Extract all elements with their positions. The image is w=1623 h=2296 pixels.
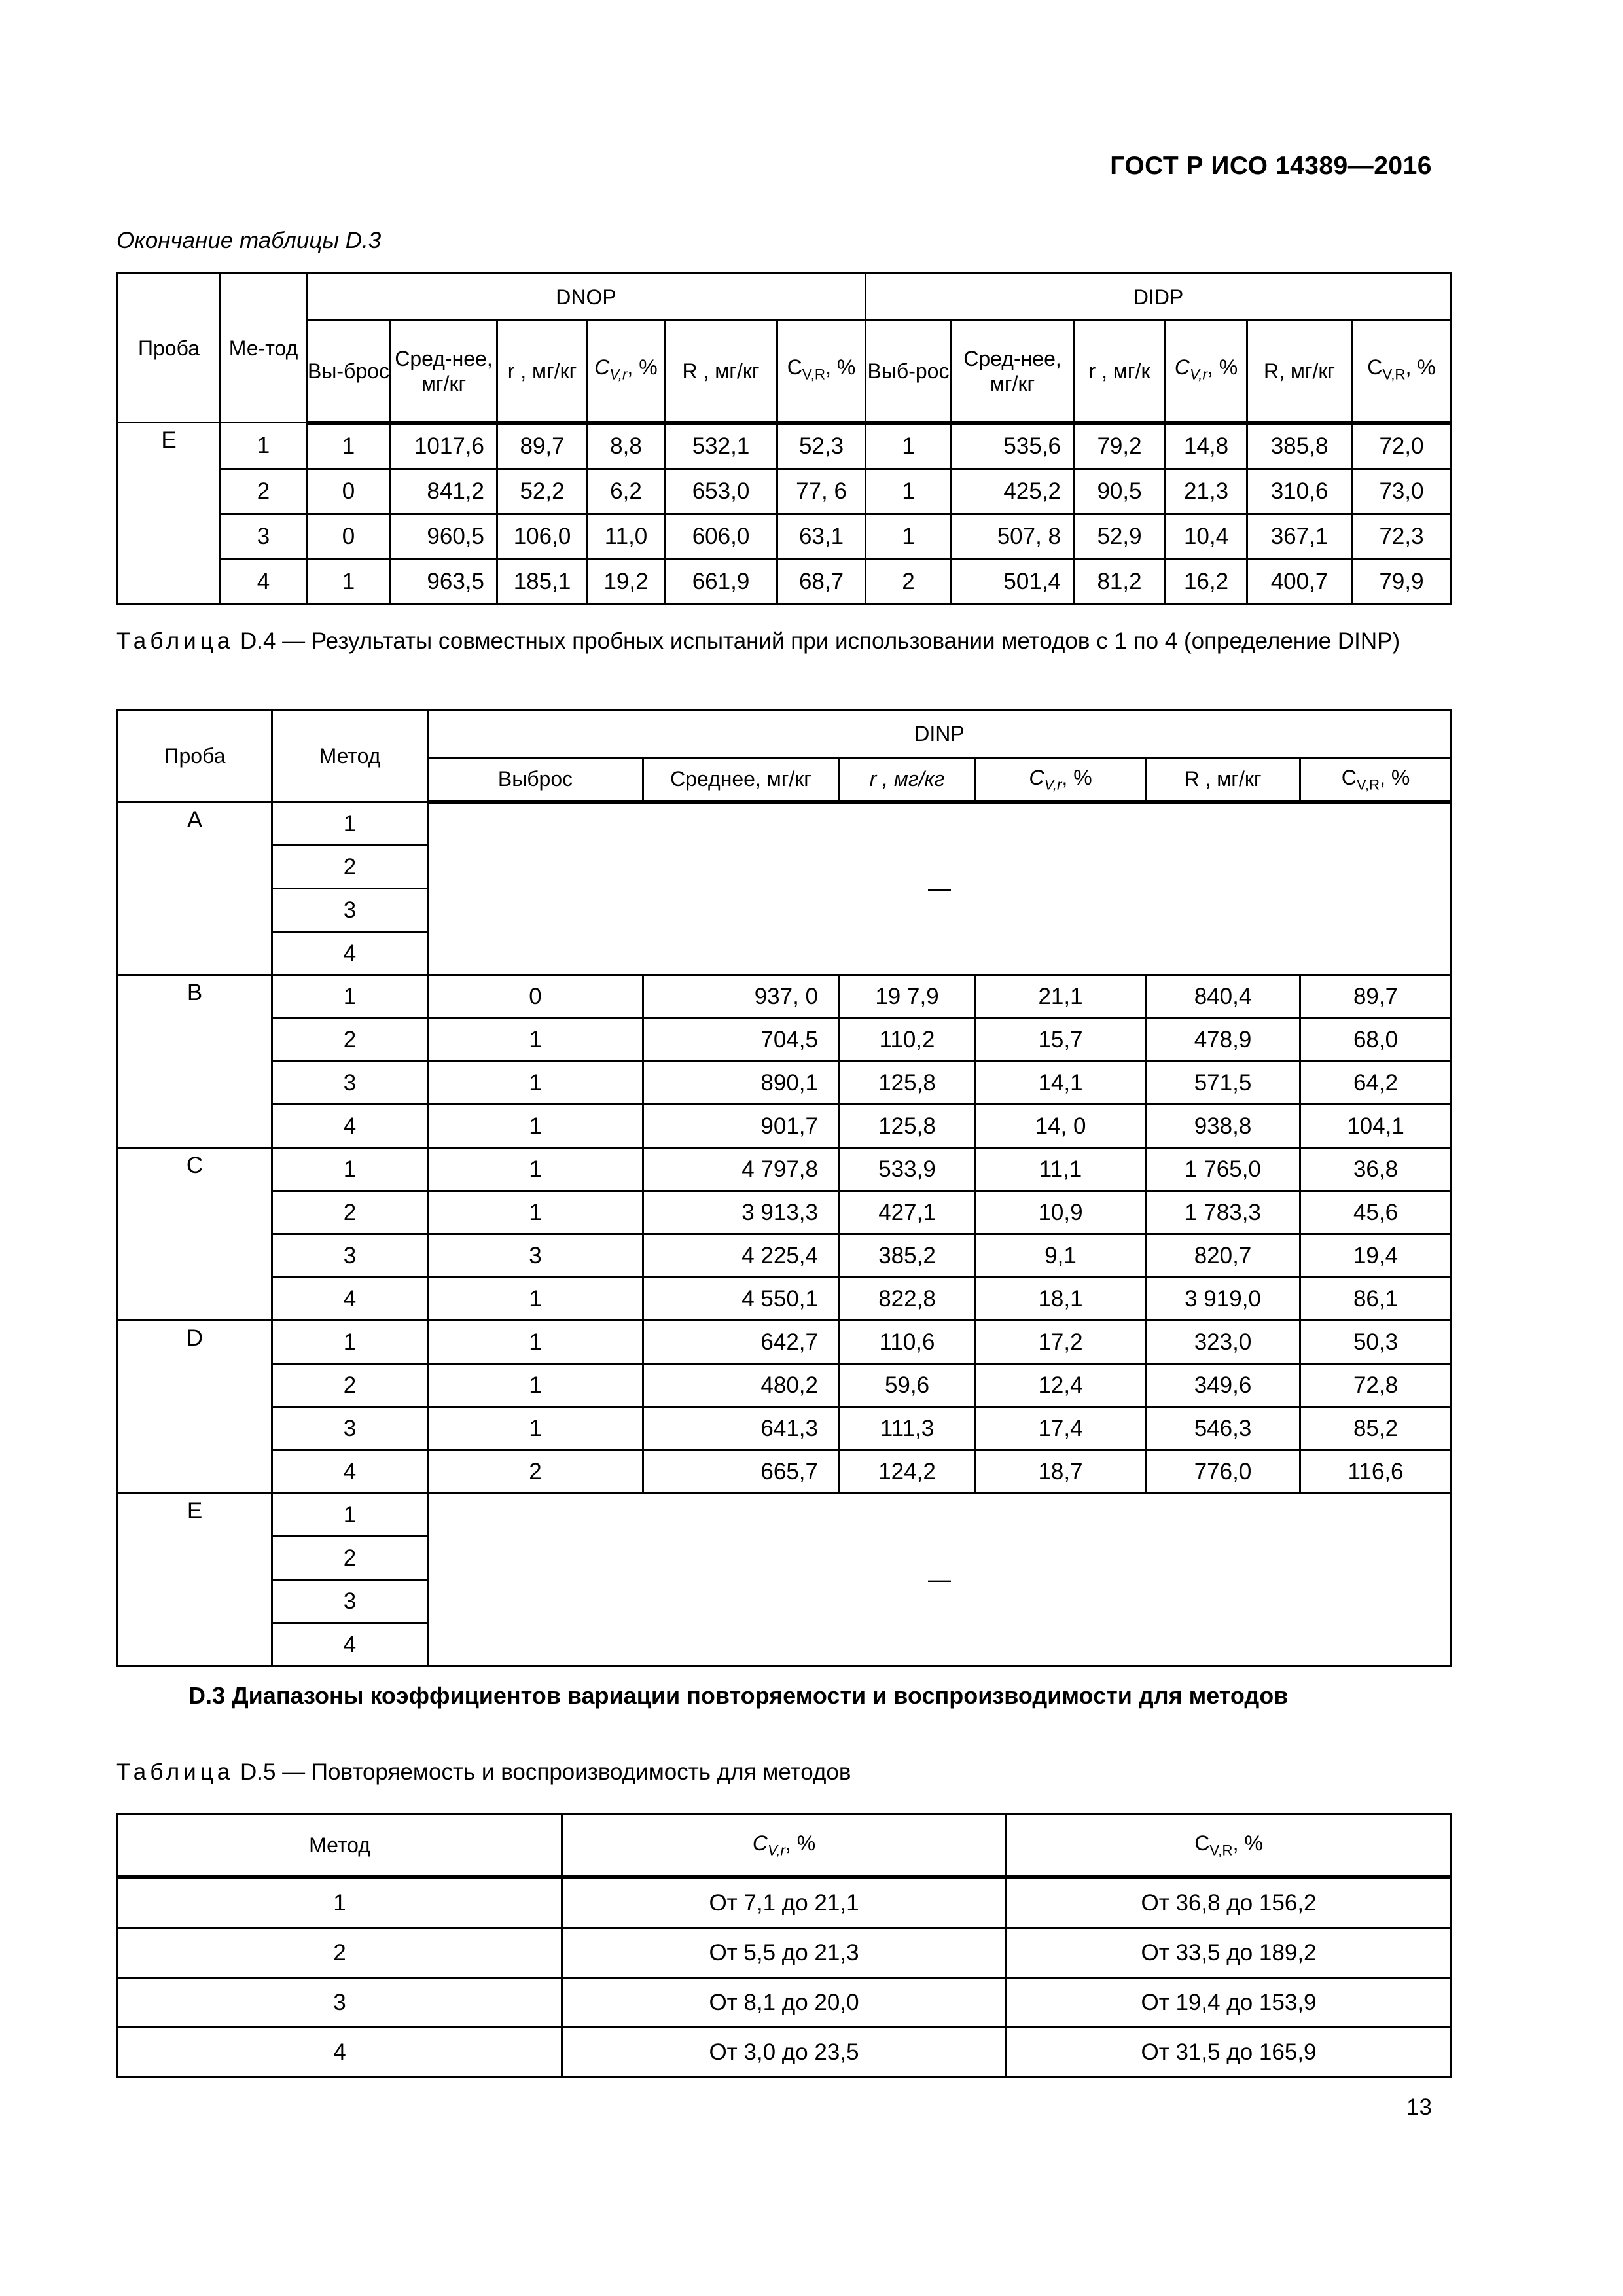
table-cell: 104,1 — [1300, 1105, 1452, 1148]
table-row — [118, 1148, 1452, 1191]
table-d4-caption — [116, 627, 1433, 656]
d4-col-cvR: $C_{V,R}$, % — [1300, 758, 1452, 802]
table-cell: 110,2 — [839, 1018, 976, 1062]
table-cell: 425,2 — [952, 469, 1074, 514]
table-cell: 1 783,3 — [1146, 1191, 1300, 1234]
table-cell: 19,2 — [588, 559, 665, 604]
d4-col-outlier: Выброс — [428, 758, 643, 802]
table-cell: 15,7 — [976, 1018, 1146, 1062]
table-cell: 507, 8 — [952, 514, 1074, 559]
table-cell: 16,2 — [1166, 559, 1247, 604]
table-cell: 0 — [307, 469, 391, 514]
table-cell: 840,4 — [1146, 975, 1300, 1018]
d5-col-cvR: $C_{V,R}$, % — [1007, 1814, 1452, 1878]
table-cell: 501,4 — [952, 559, 1074, 604]
table-cell: 1 — [307, 423, 391, 469]
table-cell: 1 — [428, 1191, 643, 1234]
table-row — [118, 1105, 1452, 1148]
table-cell: 110,6 — [839, 1321, 976, 1364]
table-cell: 185,1 — [497, 559, 588, 604]
table-cell: 52,2 — [497, 469, 588, 514]
table-cell: 73,0 — [1352, 469, 1452, 514]
table-cell: 661,9 — [665, 559, 777, 604]
table-cell: 480,2 — [643, 1364, 839, 1407]
table-cell: 116,6 — [1300, 1450, 1452, 1494]
table-cell: 106,0 — [497, 514, 588, 559]
sample-cell: B — [118, 975, 272, 1148]
d4-col-metod: Метод — [272, 711, 428, 802]
table-cell: 19 7,9 — [839, 975, 976, 1018]
table-cell: 1 765,0 — [1146, 1148, 1300, 1191]
table-cell: 937, 0 — [643, 975, 839, 1018]
table-cell: От 8,1 до 20,0 — [562, 1978, 1007, 2028]
table-cell: 2 — [272, 1191, 428, 1234]
table-cell: 1 — [272, 802, 428, 846]
table-cell: 1 — [428, 1018, 643, 1062]
table-cell: 532,1 — [665, 423, 777, 469]
table-cell: 72,8 — [1300, 1364, 1452, 1407]
table-cell: 323,0 — [1146, 1321, 1300, 1364]
table-cell: 52,9 — [1074, 514, 1166, 559]
table-cell: 2 — [428, 1450, 643, 1494]
d4-col-cvr: $C_{V,r}$, % — [976, 758, 1146, 802]
table-row — [118, 1407, 1452, 1450]
table-cell: 3 — [272, 1234, 428, 1278]
table-cell: 2 — [272, 1537, 428, 1580]
table-cell: 8,8 — [588, 423, 665, 469]
table-cell: 385,8 — [1247, 423, 1352, 469]
table-cell: 79,2 — [1074, 423, 1166, 469]
table-row — [118, 1494, 1452, 1537]
table-cell: 4 — [272, 1450, 428, 1494]
table-cell: 1 — [428, 1364, 643, 1407]
table-cell: 89,7 — [497, 423, 588, 469]
table-cell: 3 919,0 — [1146, 1278, 1300, 1321]
table-cell: 77, 6 — [777, 469, 866, 514]
table-d5-caption — [116, 1758, 1433, 1787]
table-cell: 86,1 — [1300, 1278, 1452, 1321]
table-cell: 50,3 — [1300, 1321, 1452, 1364]
table-cell: 21,1 — [976, 975, 1146, 1018]
d4-col-mean: Среднее, мг/кг — [643, 758, 839, 802]
table-cell: 963,5 — [391, 559, 497, 604]
table-cell: 125,8 — [839, 1105, 976, 1148]
table-row — [118, 514, 1452, 559]
table-row — [118, 1018, 1452, 1062]
d5-col-metod: Метод — [118, 1814, 562, 1878]
table-cell: 2 — [221, 469, 307, 514]
table-cell: 4 225,4 — [643, 1234, 839, 1278]
table-cell: От 3,0 до 23,5 — [562, 2028, 1007, 2077]
table-row — [118, 469, 1452, 514]
table-cell: От 33,5 до 189,2 — [1007, 1928, 1452, 1978]
table-row — [118, 1877, 1452, 1928]
table-cell: 111,3 — [839, 1407, 976, 1450]
group-dnop: DNOP — [307, 274, 866, 321]
table-cell: 2 — [272, 1364, 428, 1407]
table-cell: 1 — [118, 1877, 562, 1928]
table-cell: 11,0 — [588, 514, 665, 559]
d4-col-proba: Проба — [118, 711, 272, 802]
table-row — [118, 1062, 1452, 1105]
table-cell: 0 — [307, 514, 391, 559]
table-cell: 1 — [272, 1148, 428, 1191]
table-cell: 3 — [428, 1234, 643, 1278]
table-cell: 3 913,3 — [643, 1191, 839, 1234]
table-cell: 1 — [866, 514, 952, 559]
table-row — [118, 975, 1452, 1018]
table-cell: 89,7 — [1300, 975, 1452, 1018]
table-cell: 665,7 — [643, 1450, 839, 1494]
table-cell: 3 — [272, 1062, 428, 1105]
table-cell: 4 797,8 — [643, 1148, 839, 1191]
table-cell: 4 — [272, 1278, 428, 1321]
table-row — [118, 2028, 1452, 2077]
table-cell: 3 — [221, 514, 307, 559]
table-cell: 533,9 — [839, 1148, 976, 1191]
table-row — [118, 559, 1452, 604]
table-cell: 1 — [428, 1148, 643, 1191]
table-d5-caption-label: Таблица — [116, 1759, 234, 1785]
table-cell: 1 — [866, 469, 952, 514]
table-row — [118, 802, 1452, 846]
didp-col-mean: Сред-нее, мг/кг — [952, 321, 1074, 423]
didp-col-cvr: $C_{V,r}$, % — [1166, 321, 1247, 423]
table-cell: 72,3 — [1352, 514, 1452, 559]
table-cell: 1 — [428, 1407, 643, 1450]
table-cell: 776,0 — [1146, 1450, 1300, 1494]
empty-data-dash: — — [428, 802, 1452, 975]
table-row — [118, 1928, 1452, 1978]
table-cell: 310,6 — [1247, 469, 1352, 514]
empty-data-dash: — — [428, 1494, 1452, 1666]
col-metod: Ме-тод — [221, 274, 307, 423]
table-d5 — [116, 1813, 1452, 2078]
table-cell: 125,8 — [839, 1062, 976, 1105]
table-cell: От 19,4 до 153,9 — [1007, 1978, 1452, 2028]
table-cell: 535,6 — [952, 423, 1074, 469]
table-cell: 12,4 — [976, 1364, 1146, 1407]
table-cell: От 31,5 до 165,9 — [1007, 2028, 1452, 2077]
table-row — [118, 423, 1452, 469]
table-cell: От 7,1 до 21,1 — [562, 1877, 1007, 1928]
didp-col-outlier: Выб-рос — [866, 321, 952, 423]
table-cell: 1 — [307, 559, 391, 604]
table-d3-caption: Окончание таблицы D.3 — [116, 228, 382, 253]
table-cell: 2 — [272, 1018, 428, 1062]
dnop-col-outlier: Вы-брос — [307, 321, 391, 423]
table-d3 — [116, 272, 1452, 605]
table-row — [118, 1278, 1452, 1321]
table-cell: 14, 0 — [976, 1105, 1146, 1148]
table-row — [118, 1321, 1452, 1364]
table-cell: 822,8 — [839, 1278, 976, 1321]
table-cell: 385,2 — [839, 1234, 976, 1278]
table-cell: 11,1 — [976, 1148, 1146, 1191]
table-cell: 641,3 — [643, 1407, 839, 1450]
table-d4-caption-label: Таблица — [116, 628, 234, 654]
sample-cell: D — [118, 1321, 272, 1494]
table-cell: 427,1 — [839, 1191, 976, 1234]
table-cell: 0 — [428, 975, 643, 1018]
table-d5-caption-text: D.5 — Повторяемость и воспроизводимость для методов — [234, 1759, 851, 1785]
table-cell: 10,4 — [1166, 514, 1247, 559]
table-cell: 4 — [272, 932, 428, 975]
sample-cell: E — [118, 423, 221, 605]
table-cell: 571,5 — [1146, 1062, 1300, 1105]
table-cell: 4 — [118, 2028, 562, 2077]
table-cell: 10,9 — [976, 1191, 1146, 1234]
table-row — [118, 1191, 1452, 1234]
table-cell: 1 — [221, 423, 307, 469]
table-cell: 19,4 — [1300, 1234, 1452, 1278]
table-cell: 64,2 — [1300, 1062, 1452, 1105]
table-cell: 63,1 — [777, 514, 866, 559]
table-cell: 400,7 — [1247, 559, 1352, 604]
table-cell: 4 — [221, 559, 307, 604]
dnop-col-R: R , мг/кг — [665, 321, 777, 423]
table-cell: 704,5 — [643, 1018, 839, 1062]
table-cell: 21,3 — [1166, 469, 1247, 514]
table-cell: 18,1 — [976, 1278, 1146, 1321]
table-cell: 85,2 — [1300, 1407, 1452, 1450]
table-cell: 2 — [866, 559, 952, 604]
table-cell: 14,1 — [976, 1062, 1146, 1105]
table-cell: 72,0 — [1352, 423, 1452, 469]
table-cell: 52,3 — [777, 423, 866, 469]
didp-col-r: r , мг/к — [1074, 321, 1166, 423]
col-proba: Проба — [118, 274, 221, 423]
d5-col-cvr: $C_{V,r}$, % — [562, 1814, 1007, 1878]
table-row — [118, 1234, 1452, 1278]
table-cell: От 36,8 до 156,2 — [1007, 1877, 1452, 1928]
table-cell: 6,2 — [588, 469, 665, 514]
table-cell: 90,5 — [1074, 469, 1166, 514]
table-d4-caption-text: D.4 — Результаты совместных пробных испытаний при использовании методов с 1 по 4 (определение DINP) — [234, 628, 1400, 654]
table-cell: 36,8 — [1300, 1148, 1452, 1191]
table-row — [118, 1978, 1452, 2028]
group-didp: DIDP — [866, 274, 1452, 321]
section-title: D.3 Диапазоны коэффициентов вариации повторяемости и воспроизводимости для методов — [188, 1682, 1289, 1709]
table-cell: 349,6 — [1146, 1364, 1300, 1407]
table-row — [118, 1450, 1452, 1494]
table-cell: 1 — [428, 1105, 643, 1148]
table-cell: 1 — [272, 975, 428, 1018]
table-cell: 3 — [272, 1407, 428, 1450]
table-cell: 546,3 — [1146, 1407, 1300, 1450]
table-cell: 642,7 — [643, 1321, 839, 1364]
table-cell: 3 — [118, 1978, 562, 2028]
table-cell: 841,2 — [391, 469, 497, 514]
table-cell: 1 — [272, 1321, 428, 1364]
table-cell: 124,2 — [839, 1450, 976, 1494]
table-cell: 960,5 — [391, 514, 497, 559]
table-cell: 4 — [272, 1105, 428, 1148]
table-cell: 820,7 — [1146, 1234, 1300, 1278]
table-cell: 1 — [428, 1321, 643, 1364]
didp-col-cvR: $C_{V,R}$, % — [1352, 321, 1452, 423]
table-cell: 653,0 — [665, 469, 777, 514]
table-cell: 14,8 — [1166, 423, 1247, 469]
dnop-col-r: r , мг/кг — [497, 321, 588, 423]
dnop-col-cvr: $C_{V,r}$, % — [588, 321, 665, 423]
sample-cell: E — [118, 1494, 272, 1666]
table-cell: 4 — [272, 1623, 428, 1666]
d4-col-r: r , мг/кг — [839, 758, 976, 802]
table-cell: 1 — [428, 1062, 643, 1105]
table-d4 — [116, 709, 1452, 1667]
table-cell: 18,7 — [976, 1450, 1146, 1494]
table-cell: 4 550,1 — [643, 1278, 839, 1321]
table-cell: 59,6 — [839, 1364, 976, 1407]
d4-col-R: R , мг/кг — [1146, 758, 1300, 802]
table-cell: 68,7 — [777, 559, 866, 604]
table-cell: 9,1 — [976, 1234, 1146, 1278]
table-cell: 79,9 — [1352, 559, 1452, 604]
d4-group-dinp: DINP — [428, 711, 1452, 758]
dnop-col-cvR: $C_{V,R}$, % — [777, 321, 866, 423]
page-number: 13 — [1406, 2094, 1432, 2120]
table-cell: 81,2 — [1074, 559, 1166, 604]
table-row — [118, 1364, 1452, 1407]
table-cell: 3 — [272, 1580, 428, 1623]
dnop-col-mean: Сред-нее, мг/кг — [391, 321, 497, 423]
table-cell: 606,0 — [665, 514, 777, 559]
table-cell: 890,1 — [643, 1062, 839, 1105]
table-cell: От 5,5 до 21,3 — [562, 1928, 1007, 1978]
table-cell: 478,9 — [1146, 1018, 1300, 1062]
table-cell: 367,1 — [1247, 514, 1352, 559]
table-cell: 1 — [272, 1494, 428, 1537]
table-cell: 1017,6 — [391, 423, 497, 469]
table-cell: 17,4 — [976, 1407, 1146, 1450]
sample-cell: A — [118, 802, 272, 975]
table-cell: 2 — [272, 846, 428, 889]
table-cell: 938,8 — [1146, 1105, 1300, 1148]
table-cell: 1 — [866, 423, 952, 469]
standard-designation: ГОСТ Р ИСО 14389—2016 — [1110, 152, 1432, 180]
table-cell: 45,6 — [1300, 1191, 1452, 1234]
table-cell: 17,2 — [976, 1321, 1146, 1364]
table-cell: 1 — [428, 1278, 643, 1321]
sample-cell: C — [118, 1148, 272, 1321]
table-cell: 68,0 — [1300, 1018, 1452, 1062]
table-cell: 2 — [118, 1928, 562, 1978]
table-cell: 901,7 — [643, 1105, 839, 1148]
didp-col-R: R, мг/кг — [1247, 321, 1352, 423]
table-cell: 3 — [272, 889, 428, 932]
